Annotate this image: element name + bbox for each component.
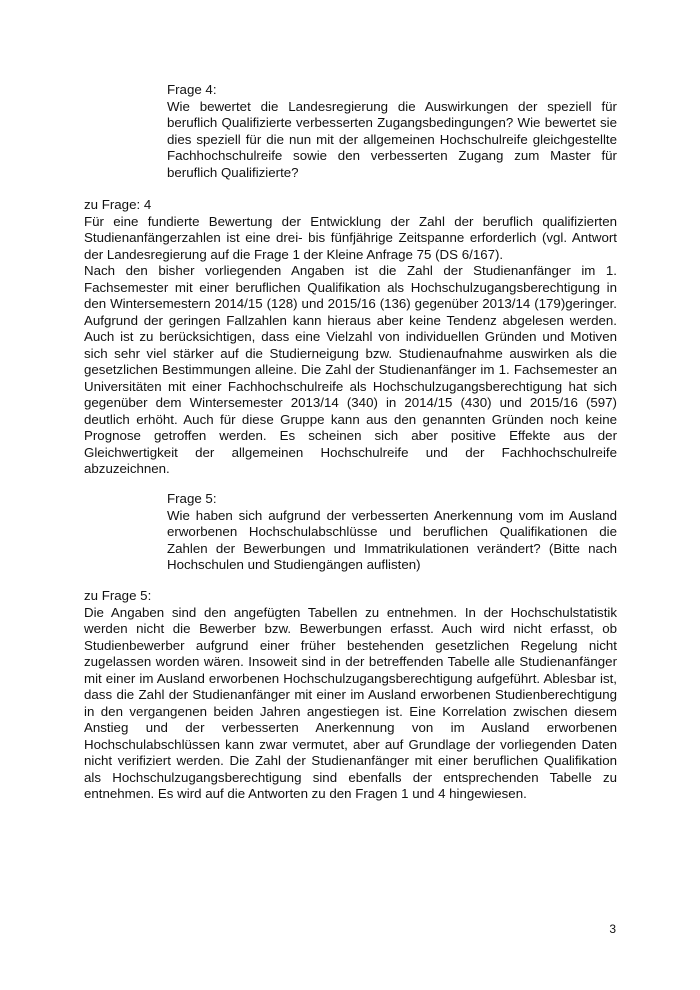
question-4-label: Frage 4: bbox=[167, 82, 217, 97]
answer-4-block bbox=[84, 197, 617, 478]
answer-4-label: zu Frage: 4 bbox=[84, 197, 152, 212]
question-5-text: Wie haben sich aufgrund der verbesserten Anerkennung vom im Ausland erworbenen Hochschulabschlüsse und beruflichen Qualifikationen die Zahlen der Bewerbungen und Immatrikulationen verändert? (Bitte nach Hochschulen und Studiengängen auflisten) bbox=[167, 507, 617, 572]
answer-4-paragraph-2: Nach den bisher vorliegenden Angaben ist die Zahl der Studienanfänger im 1. Fachsemester mit einer beruflichen Qualifikation als Hochschulzugangsberechtigung in den Wintersemestern 2014/15 (128) und 2015/16 (136) gegenüber 2013/14 (179)geringer. Aufgrund der geringen Fallzahlen kann hieraus aber keine Tendenz abgelesen werden. Auch ist zu berücksichtigen, dass eine Vielzahl von individuellen Gründen und Motiven sich sehr viel stärker auf die Studierneigung bzw. Studienaufnahme auswirken als die gesetzlichen Bestimmungen alleine. Die Zahl der Studienanfänger im 1. Fachsemester an Universitäten mit einer Fachhochschulreife als Hochschulzugangsberechtigung hat sich gegenüber dem Wintersemester 2013/14 (340) in 2014/15 (430) und 2015/16 (597) deutlich erhöht. Auch für diese Gruppe kann aus den genannten Gründen noch keine Prognose getroffen werden. Es scheinen sich aber positive Effekte aus der Gleichwertigkeit der allgemeinen Hochschulreife und der Fachhochschulreife abzuzeichnen. bbox=[84, 263, 617, 476]
question-4-text: Wie bewertet die Landesregierung die Auswirkungen der speziell für beruflich Qualifizierte verbesserten Zugangsbedingungen? Wie bewertet sie dies speziell für die nun mit der allgemeinen Hochschulreife gleichgestellte Fachhochschulreife sowie den verbesserten Zugang zum Master für beruflich Qualifizierte? bbox=[167, 98, 617, 180]
question-5-block bbox=[167, 491, 617, 574]
answer-5-block bbox=[84, 588, 617, 803]
answer-4-paragraph-1: Für eine fundierte Bewertung der Entwicklung der Zahl der beruflich qualifizierten Studienanfängerzahlen ist eine drei- bis fünfjährige Zeitspanne erforderlich (vgl. Antwort der Landesregierung auf die Frage 1 der Kleine Anfrage 75 (DS 6/167). bbox=[84, 213, 617, 262]
answer-5-label: zu Frage 5: bbox=[84, 588, 152, 603]
question-5-label: Frage 5: bbox=[167, 491, 217, 506]
question-4-block bbox=[167, 82, 617, 181]
answer-5-text: Die Angaben sind den angefügten Tabellen zu entnehmen. In der Hochschulstatistik werden nicht die Bewerber bzw. Bewerbungen erfasst. Auch wird nicht erfasst, ob Studienbewerber aufgrund einer früher bestehenden gesetzlichen Regelung nicht zugelassen worden wären. Insoweit sind in der betreffenden Tabelle alle Studienanfänger mit einer im Ausland erworbenen Hochschulzugangsberechtigung aufgeführt. Ablesbar ist, dass die Zahl der Studienanfänger mit einer im Ausland erworbenen Studienberechtigung in den vergangenen beiden Jahren angestiegen ist. Eine Korrelation zwischen diesem Anstieg und der verbesserten Anerkennung von im Ausland erworbenen Hochschulabschlüssen kann zwar vermutet, aber auf Grundlage der vorliegenden Daten nicht verifiziert werden. Die Zahl der Studienanfänger mit einer beruflichen Qualifikation als Hochschulzugangsberechtigung sind ebenfalls der entsprechenden Tabelle zu entnehmen. Es wird auf die Antworten zu den Fragen 1 und 4 hingewiesen. bbox=[84, 604, 617, 801]
page-number: 3 bbox=[609, 922, 616, 936]
